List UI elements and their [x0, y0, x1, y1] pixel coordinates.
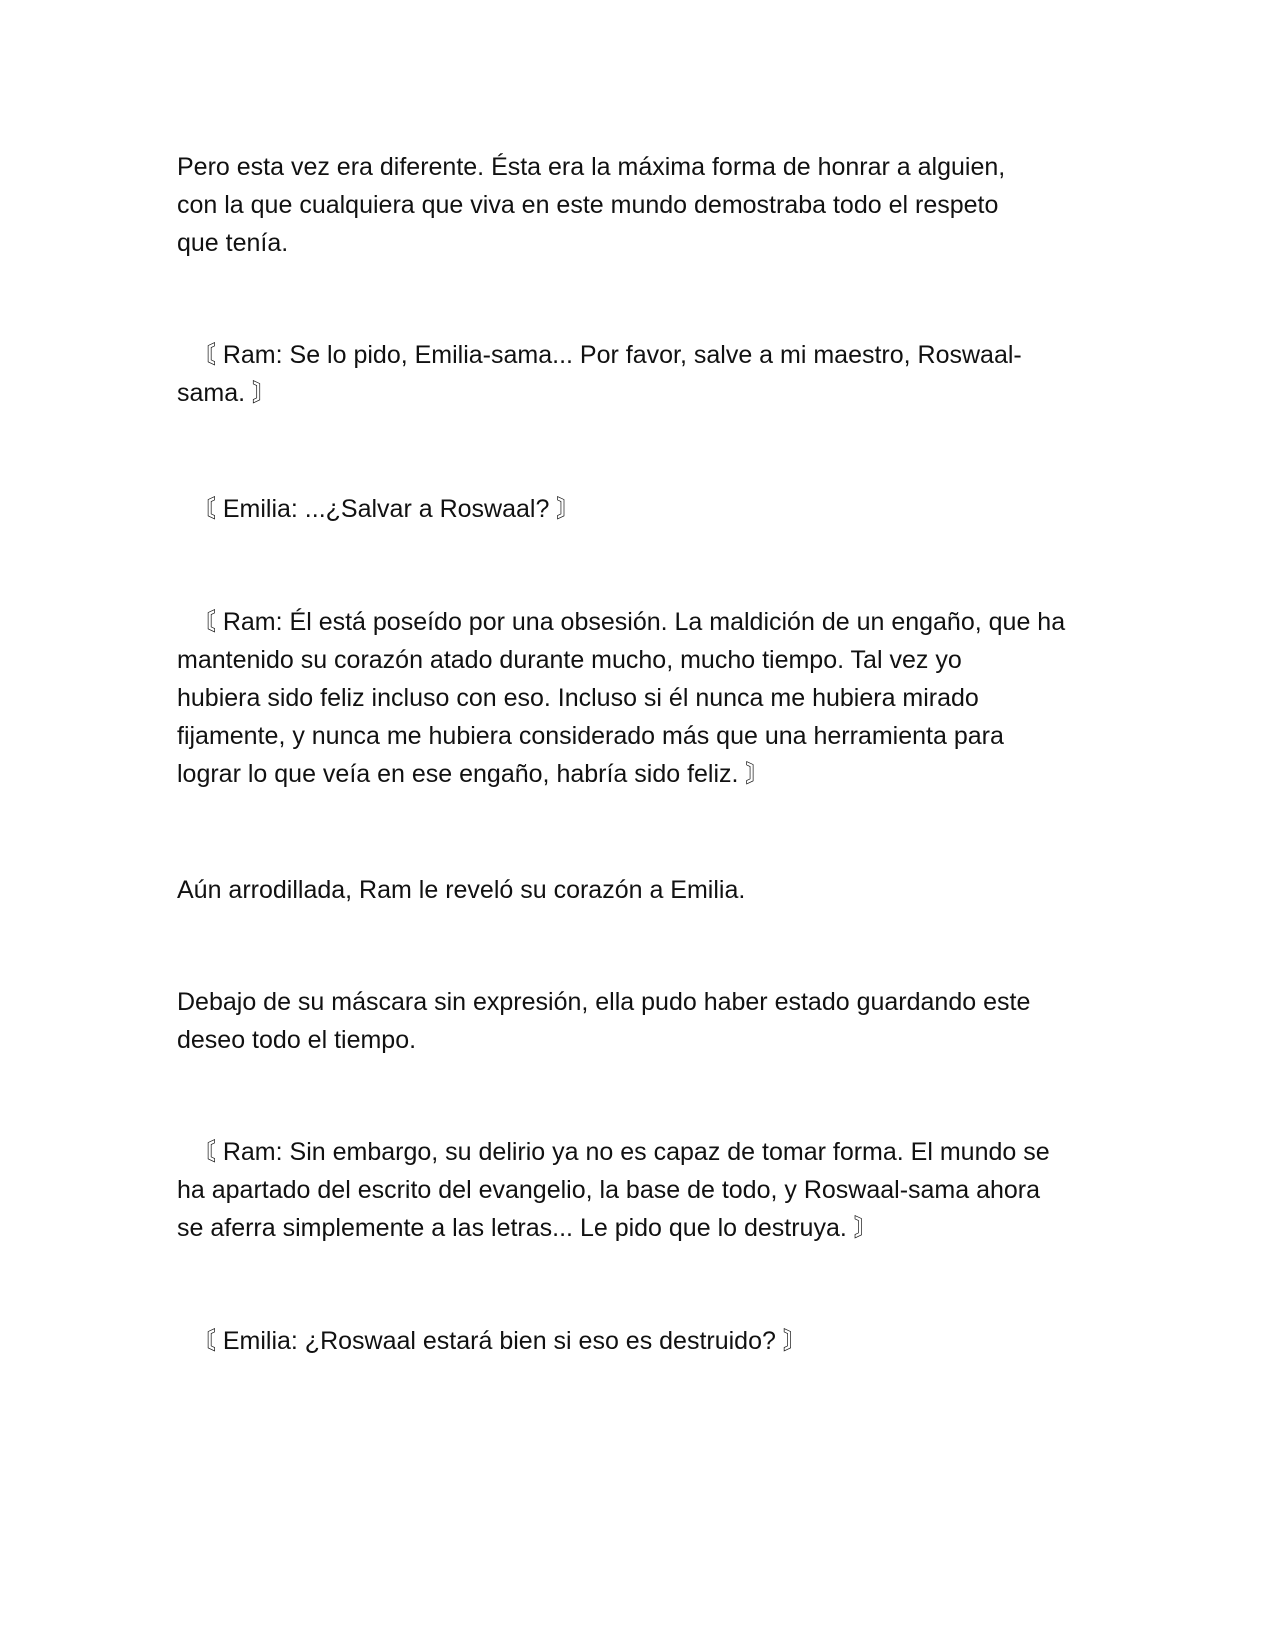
- dialogue-ram-request: 〘 Ram: Se lo pido, Emilia-sama... Por favor, salve a mi maestro, Roswaal- sama. 〙: [177, 341, 1022, 407]
- dialogue-ram-obsession: 〘 Ram: Él está poseído por una obsesión. La maldición de un engaño, que ha mantenido su corazón atado durante mucho, mucho tiempo. Tal vez yo hubiera sido feliz incluso con eso. Incluso si él nunca me hubiera mirado fijamente, y nunca me hubiera considerado más que una herramienta para lograr lo que veía en ese engaño, habría sido feliz. 〙: [177, 608, 1066, 788]
- dialogue-emilia-question: 〘 Emilia: ...¿Salvar a Roswaal? 〙: [177, 495, 582, 523]
- narration-paragraph: Pero esta vez era diferente. Ésta era la máxima forma de honrar a alguien, con la que cualquiera que viva en este mundo demostraba todo el respeto que tenía.: [177, 153, 1006, 257]
- dialogue-emilia-destroyed: 〘 Emilia: ¿Roswaal estará bien si eso es destruido? 〙: [177, 1327, 808, 1355]
- narration-paragraph: Debajo de su máscara sin expresión, ella pudo haber estado guardando este deseo todo el tiempo.: [177, 988, 1031, 1054]
- dialogue-ram-delirium: 〘 Ram: Sin embargo, su delirio ya no es capaz de tomar forma. El mundo se ha apartado del escrito del evangelio, la base de todo, y Roswaal-sama ahora se aferra simplemente a las letras... Le pido que lo destruya. 〙: [177, 1138, 1050, 1242]
- narration-paragraph: Aún arrodillada, Ram le reveló su corazón a Emilia.: [177, 876, 746, 904]
